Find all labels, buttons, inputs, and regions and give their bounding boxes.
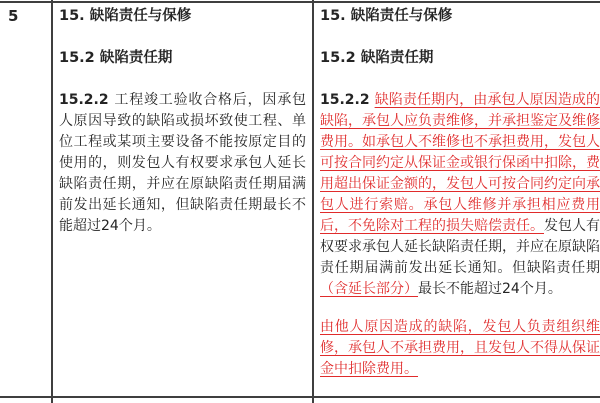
row-number: 5 bbox=[8, 7, 19, 25]
chapter-heading: 15. 缺陷责任与保修 bbox=[59, 8, 192, 24]
revised-clause-text bbox=[320, 92, 600, 297]
table-row-border-bottom bbox=[0, 396, 600, 398]
revision-text-run: 由他人原因造成的缺陷，发包人负责组织维修，承包人不承担费用，且发包人不得从保证金中扣除费用。 bbox=[320, 319, 600, 377]
added-clause-text bbox=[320, 319, 600, 377]
row-number-cell bbox=[0, 2, 51, 396]
revision-text-run: （含延长部分） bbox=[320, 281, 418, 297]
clause-text bbox=[59, 92, 306, 234]
text-run: 发包人有权要求承包人延长缺陷责任期，并应在原缺陷责任期届满前发出延长通知。但缺陷责任期 bbox=[320, 218, 600, 276]
clause-number: 15.2.2 bbox=[59, 92, 109, 108]
original-clause-cell bbox=[53, 2, 312, 396]
added-clause-paragraph bbox=[320, 317, 600, 380]
text-run: 最长不能超过24个月。 bbox=[418, 281, 562, 297]
clause-number: 15.2.2 bbox=[320, 92, 370, 108]
chapter-heading: 15. 缺陷责任与保修 bbox=[320, 8, 453, 24]
revised-clause-cell bbox=[314, 2, 600, 396]
text-run: 工程竣工验收合格后，因承包人原因导致的缺陷或损坏致使工程、单位工程或某项主要设备不能按原定目的使用的，则发包人有权要求承包人延长缺陷责任期，并应在原缺陷责任期届满前发出延长通知，但缺陷责任期最长不能超过24个月。 bbox=[59, 92, 306, 234]
section-heading: 15.2 缺陷责任期 bbox=[320, 50, 434, 66]
revised-clause-paragraph bbox=[320, 90, 600, 300]
revision-text-run: 缺陷责任期内，由承包人原因造成的缺陷，承包人应负责维修，并承担鉴定及维修费用。如承包人不维修也不承担费用，发包人可按合同约定从保证金或银行保函中扣除，费用超出保证金额的，发包人可按合同约定向承包人进行索赔。承包人维修并承担相应费用后，不免除对工程的损失赔偿责任。 bbox=[320, 92, 600, 234]
original-clause-paragraph bbox=[59, 90, 306, 237]
section-heading: 15.2 缺陷责任期 bbox=[59, 50, 173, 66]
